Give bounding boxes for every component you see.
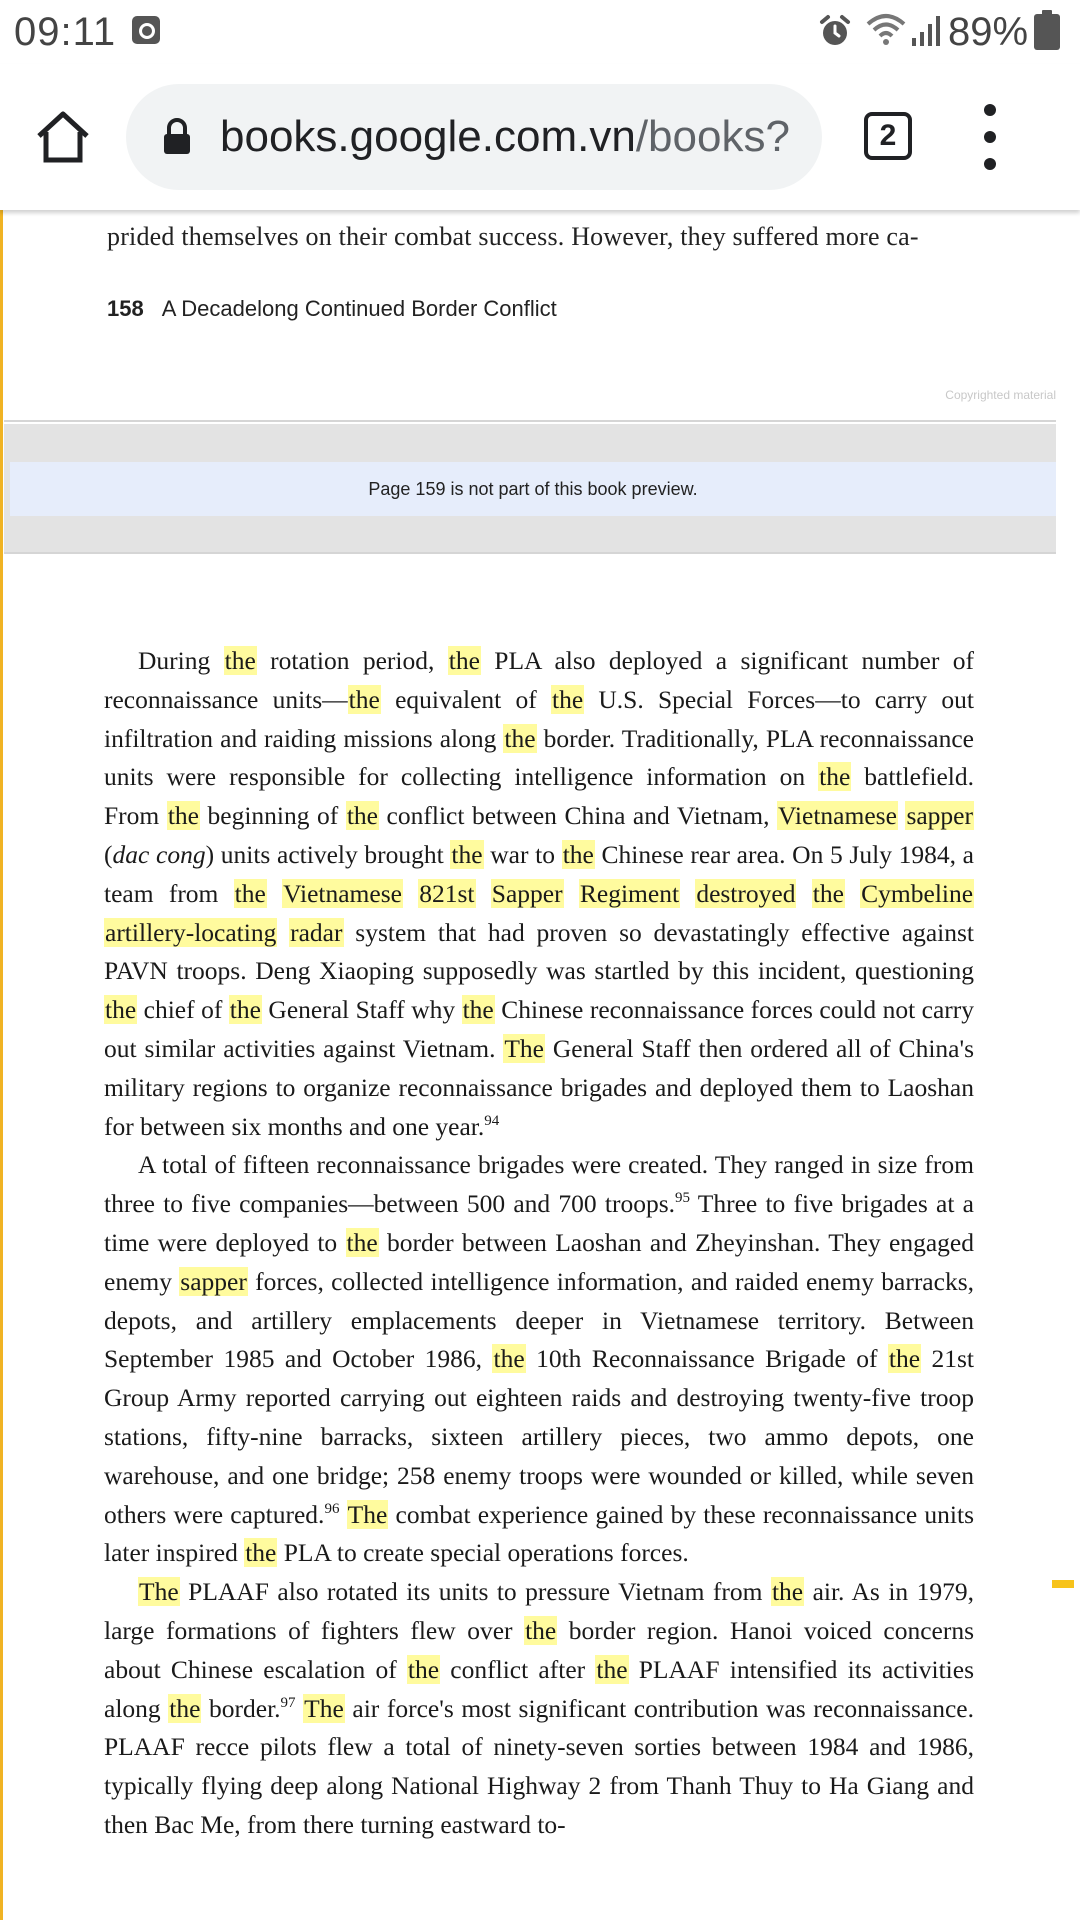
paragraph-2: A total of fifteen reconnaissance brigades were created. They ranged in size from three to five companies—between 500 and 700 troops.$^{95}$ Three to five brigades at a time were deployed to the border between Laoshan and Zheyinshan. They engaged enemy sapper forces, collected intelligence information, and raided enemy barracks, depots, and artillery emplacements deeper in Vietnamese territory. Between September 1985 and October 1986, the 10th Reconnaissance Brigade of the 21st Group Army reported carrying out eighteen raids and destroying twenty-five troop stations, fifty-nine barracks, sixteen artillery pieces, two ammo depots, one warehouse, and one bridge; 258 enemy troops were wounded or killed, while seven others were captured.$^{96}$ The combat experience gained by these reconnaissance units later inspired the PLA to create special operations forces. [104, 1150, 975, 1568]
copyright-notice: Copyrighted material [945, 388, 1056, 402]
alarm-icon [818, 14, 852, 48]
url-host: books.google.com.vn [220, 112, 636, 161]
url-path: /books? [635, 112, 790, 161]
previous-page-tail: prided themselves on their combat success. However, they suffered more ca- [107, 222, 919, 251]
lock-icon [162, 118, 192, 156]
page-unavailable-notice: Page 159 is not part of this book preview. [10, 462, 1056, 516]
tabs-icon[interactable]: 2 [864, 112, 912, 160]
screenshot-icon [132, 16, 160, 44]
running-head [107, 296, 557, 322]
paragraph-1: During the rotation period, the PLA also deployed a significant number of reconnaissance units—the equivalent of the U.S. Special Forces—to carry out infiltration and raiding missions along the border. Traditionally, PLA reconnaissance units were responsible for collecting intelligence information on the battlefield. From the beginning of the conflict between China and Vietnam, Vietnamese sapper (dac cong) units actively brought the war to the Chinese rear area. On 5 July 1984, a team from the Vietnamese 821st Sapper Regiment destroyed the Cymbeline artillery-locating radar system that had proven so devastatingly effective against PAVN troops. Deng Xiaoping supposedly was startled by this incident, questioning the chief of the General Staff why the Chinese reconnaissance forces could not carry out similar activities against Vietnam. The General Staff then ordered all of China's military regions to organize reconnaissance brigades and deployed them to Laoshan for between six months and one year.$^{94}$ [104, 646, 974, 1141]
signal-icon [910, 14, 942, 48]
status-time: 09:11 [14, 10, 117, 54]
page-accent-border [0, 210, 3, 1920]
wifi-icon [866, 12, 906, 48]
page-number: 158 [107, 296, 144, 321]
previous-page [4, 210, 1056, 422]
battery-charging-icon [1034, 14, 1060, 50]
book-viewer[interactable] [0, 210, 1080, 1920]
paragraph-3: The PLAAF also rotated its units to pressure Vietnam from the air. As in 1979, large formations of fighters flew over the border region. Hanoi voiced concerns about Chinese escalation of the conflict after the PLAAF intensified its activities along the border.$^{97}$ The air force's most significant contribution was reconnaissance. PLAAF recce pilots flew a total of ninety-seven sorties between 1984 and 1986, typically flying deep along National Highway 2 from Thanh Thuy to Ha Giang and then Bac Me, from there turning eastward to- [104, 1577, 975, 1839]
status-bar [0, 0, 1080, 64]
book-page-text [104, 642, 974, 1845]
search-hit-marker[interactable] [1052, 1580, 1074, 1588]
url-bar[interactable] [126, 84, 822, 190]
browser-toolbar [0, 64, 1080, 210]
url-text[interactable] [220, 112, 790, 162]
running-head-title: A Decadelong Continued Border Conflict [161, 296, 557, 321]
page-divider [4, 552, 1056, 554]
home-icon[interactable] [34, 108, 92, 166]
more-vert-icon[interactable] [980, 104, 1000, 170]
battery-percent: 89% [948, 10, 1029, 54]
